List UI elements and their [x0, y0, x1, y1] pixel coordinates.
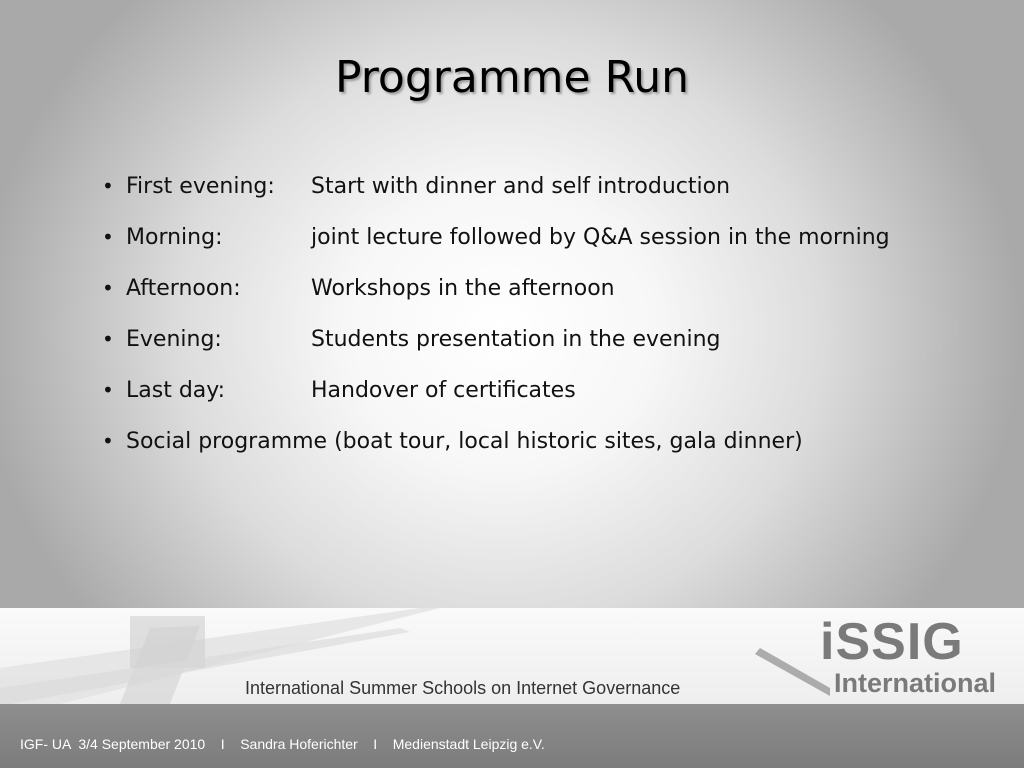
- bullet-label: Afternoon:: [126, 276, 241, 301]
- bullet-label: Last day:: [126, 378, 226, 403]
- banner: [0, 608, 1024, 704]
- footer-text: IGF- UA 3/4 September 2010 I Sandra Hoferichter I Medienstadt Leipzig e.V.: [20, 736, 545, 752]
- logo-line2: International: [834, 668, 997, 698]
- bullet-dot: •: [102, 378, 114, 402]
- bullet-dot: •: [102, 429, 114, 453]
- issig-logo: [800, 608, 1020, 704]
- bullet-item: [102, 327, 890, 378]
- bullet-item: [102, 429, 890, 480]
- bullet-text: Workshops in the afternoon: [311, 276, 615, 301]
- bullet-item: [102, 225, 890, 276]
- bullet-dot: •: [102, 225, 114, 249]
- bullet-dot: •: [102, 174, 114, 198]
- bullet-text: Students presentation in the evening: [311, 327, 721, 352]
- banner-tagline: International Summer Schools on Internet Governance: [245, 678, 681, 698]
- bullet-text: Start with dinner and self introduction: [311, 174, 731, 199]
- bullet-label: Morning:: [126, 225, 223, 250]
- bullet-dot: •: [102, 276, 114, 300]
- bullet-text: joint lecture followed by Q&A session in the morning: [311, 225, 890, 250]
- bullet-list: [102, 174, 890, 480]
- bullet-dot: •: [102, 327, 114, 351]
- slide-title: Programme Run: [335, 52, 689, 103]
- bullet-text: Social programme (boat tour, local historic sites, gala dinner): [126, 429, 803, 454]
- bullet-item: [102, 276, 890, 327]
- bullet-item: [102, 174, 890, 225]
- logo-line1: iSSIG: [820, 613, 964, 671]
- bullet-label: First evening:: [126, 174, 275, 199]
- footer-bar: [0, 704, 1024, 768]
- bullet-item: [102, 378, 890, 429]
- bullet-text: Handover of certificates: [311, 378, 576, 403]
- bullet-label: Evening:: [126, 327, 222, 352]
